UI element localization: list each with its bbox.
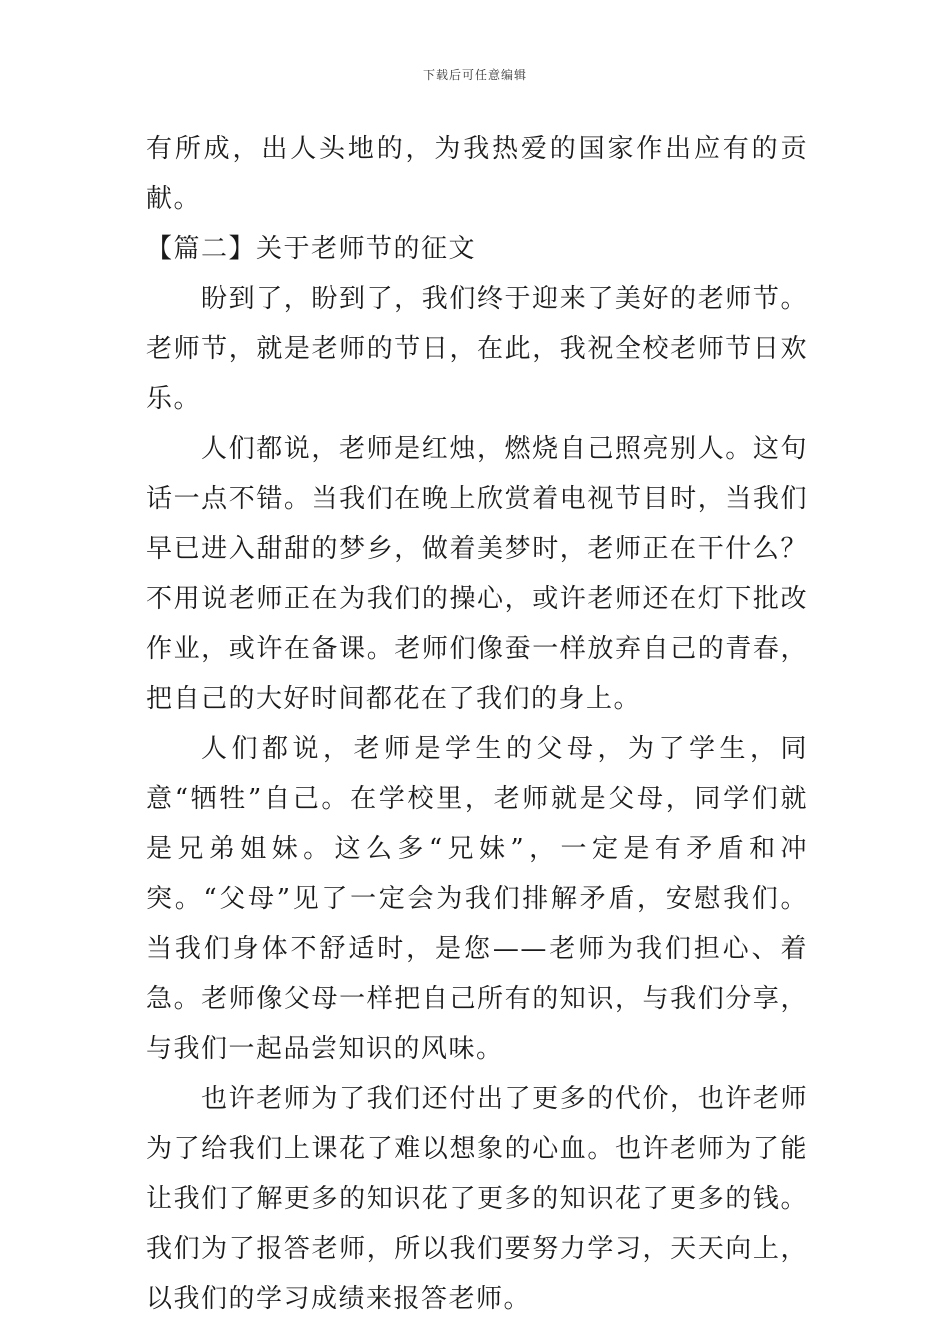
paragraph: 人们都说，老师是学生的父母，为了学生，同意“牺牲”自己。在学校里，老师就是父母，同学们就是兄弟姐妹。这么多“兄妹”，一定是有矛盾和冲突。“父母”见了一定会为我们排解矛盾，安慰我们。当我们身体不舒适时，是您——老师为我们担心、着急。老师像父母一样把自己所有的知识，与我们分享，与我们一起品尝知识的风味。 <box>146 734 808 1064</box>
paragraph: 也许老师为了我们还付出了更多的代价，也许老师为了给我们上课花了难以想象的心血。也许老师为了能让我们了解更多的知识花了更多的知识花了更多的钱。我们为了报答老师，所以我们要努力学习，天天向上，以我们的学习成绩来报答老师。 <box>146 1084 808 1314</box>
section-heading: 【篇二】关于老师节的征文 <box>146 234 477 264</box>
paragraph-continuation: 有所成，出人头地的，为我热爱的国家作出应有的贡献。 <box>146 134 808 214</box>
paragraph: 盼到了，盼到了，我们终于迎来了美好的老师节。老师节，就是老师的节日，在此，我祝全校老师节日欢乐。 <box>146 284 808 414</box>
header-note: 下载后可任意编辑 <box>422 68 527 82</box>
document-body <box>146 124 808 1324</box>
paragraph: 人们都说，老师是红烛，燃烧自己照亮别人。这句话一点不错。当我们在晚上欣赏着电视节目时，当我们早已进入甜甜的梦乡，做着美梦时，老师正在干什么？不用说老师正在为我们的操心，或许老师还在灯下批改作业，或许在备课。老师们像蚕一样放弃自己的青春，把自己的大好时间都花在了我们的身上。 <box>146 434 808 714</box>
